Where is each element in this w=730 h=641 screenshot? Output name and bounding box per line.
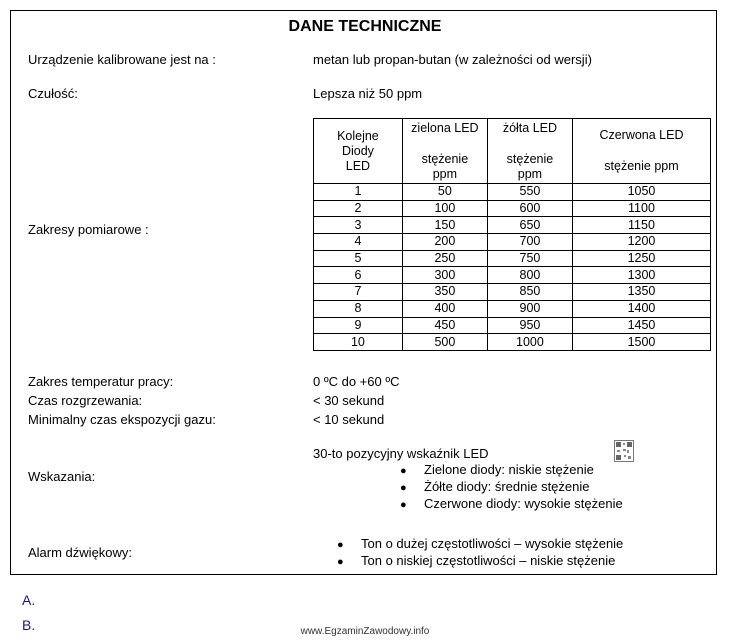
header-led-number-line: LED [345,158,371,173]
cell-yellow-ppm: 800 [487,267,572,284]
list-item [400,462,594,479]
table-row [314,184,711,201]
header-yellow-led [487,119,572,184]
cell-yellow-ppm: 950 [487,317,572,334]
cell-red-ppm: 1350 [572,284,710,301]
calibration-value: metan lub propan-butan (w zależności od wersji) [313,52,592,67]
bullet-dot-icon: ● [337,556,344,568]
answer-option-b[interactable]: B. [22,617,36,633]
led-range-table [313,118,711,351]
calibration-label: Urządzenie kalibrowane jest na : [28,52,216,67]
indication-bullet-text: Zielone diody: niskie stężenie [424,462,594,477]
list-item [337,536,623,553]
answer-option-a[interactable]: A. [22,592,36,608]
cell-yellow-ppm: 650 [487,217,572,234]
indication-bullet-text: Żółte diody: średnie stężenie [424,479,590,494]
table-header-row [314,119,711,184]
table-row [314,334,711,351]
cell-red-ppm: 1200 [572,234,710,251]
cell-red-ppm: 1050 [572,184,710,201]
cell-led-number: 7 [314,284,403,301]
header-led-number-line: Diody [341,143,374,158]
header-green-led-title: zielona LED [411,120,479,135]
header-unit-line: stężenie [421,151,469,166]
list-item [400,496,623,513]
cell-yellow-ppm: 550 [487,184,572,201]
cell-red-ppm: 1150 [572,217,710,234]
page-title: DANE TECHNICZNE [288,18,442,35]
header-led-number [314,119,403,184]
cell-red-ppm: 1400 [572,300,710,317]
cell-green-ppm: 100 [402,200,487,217]
bullet-dot-icon: ● [400,465,407,477]
bullet-dot-icon: ● [400,499,407,511]
cell-led-number: 2 [314,200,403,217]
cell-led-number: 9 [314,317,403,334]
indications-label: Wskazania: [28,469,96,484]
cell-yellow-ppm: 900 [487,300,572,317]
table-row [314,267,711,284]
header-unit-line: ppm [432,166,458,181]
list-item [400,479,589,496]
exposure-value: < 10 sekund [313,412,385,427]
temperature-value: 0 ºC do +60 ºC [313,374,400,389]
indications-value: 30-to pozycyjny wskaźnik LED [313,446,489,461]
cell-led-number: 1 [314,184,403,201]
header-yellow-led-unit [488,152,572,182]
cell-led-number: 8 [314,300,403,317]
cell-green-ppm: 250 [402,250,487,267]
header-unit-line: stężenie [506,151,554,166]
alarm-label: Alarm dźwiękowy: [28,545,133,560]
header-red-led [572,119,710,184]
cell-red-ppm: 1100 [572,200,710,217]
cell-green-ppm: 200 [402,234,487,251]
cell-green-ppm: 350 [402,284,487,301]
list-item [337,553,615,570]
cell-led-number: 5 [314,250,403,267]
cell-green-ppm: 50 [402,184,487,201]
alarm-bullet-text: Ton o niskiej częstotliwości – niskie stężenie [361,553,616,568]
cell-led-number: 6 [314,267,403,284]
cell-yellow-ppm: 750 [487,250,572,267]
header-green-led-unit [403,152,487,182]
indication-bullet-text: Czerwone diody: wysokie stężenie [424,496,623,511]
table-row [314,317,711,334]
warmup-label: Czas rozgrzewania: [28,393,143,408]
cell-green-ppm: 150 [402,217,487,234]
cell-yellow-ppm: 850 [487,284,572,301]
cell-led-number: 3 [314,217,403,234]
table-row [314,200,711,217]
cell-red-ppm: 1250 [572,250,710,267]
cell-yellow-ppm: 700 [487,234,572,251]
table-body [314,184,711,351]
header-unit-line: ppm [517,166,543,181]
bullet-dot-icon: ● [400,482,407,494]
temperature-label: Zakres temperatur pracy: [28,374,174,389]
table-row [314,217,711,234]
header-led-number-line: Kolejne [337,128,379,143]
cell-red-ppm: 1500 [572,334,710,351]
cell-yellow-ppm: 1000 [487,334,572,351]
bullet-dot-icon: ● [337,539,344,551]
header-red-led-unit: stężenie ppm [604,159,679,173]
warmup-value: < 30 sekund [313,393,385,408]
sensitivity-value: Lepsza niż 50 ppm [313,86,423,101]
table-row [314,234,711,251]
sensitivity-label: Czułość: [28,86,78,101]
footer-watermark: www.EgzaminZawodowy.info [300,626,430,637]
exposure-label: Minimalny czas ekspozycji gazu: [28,412,216,427]
qr-code-icon [614,440,634,462]
cell-led-number: 10 [314,334,403,351]
alarm-bullet-text: Ton o dużej częstotliwości – wysokie stężenie [361,536,624,551]
table-row [314,300,711,317]
header-yellow-led-title: żółta LED [502,120,558,135]
cell-green-ppm: 450 [402,317,487,334]
table-row [314,250,711,267]
cell-red-ppm: 1300 [572,267,710,284]
header-green-led [402,119,487,184]
cell-green-ppm: 400 [402,300,487,317]
cell-red-ppm: 1450 [572,317,710,334]
table-row [314,284,711,301]
header-red-led-title: Czerwona LED [599,128,684,142]
cell-green-ppm: 300 [402,267,487,284]
cell-green-ppm: 500 [402,334,487,351]
cell-led-number: 4 [314,234,403,251]
ranges-label: Zakresy pomiarowe : [28,222,149,237]
cell-yellow-ppm: 600 [487,200,572,217]
